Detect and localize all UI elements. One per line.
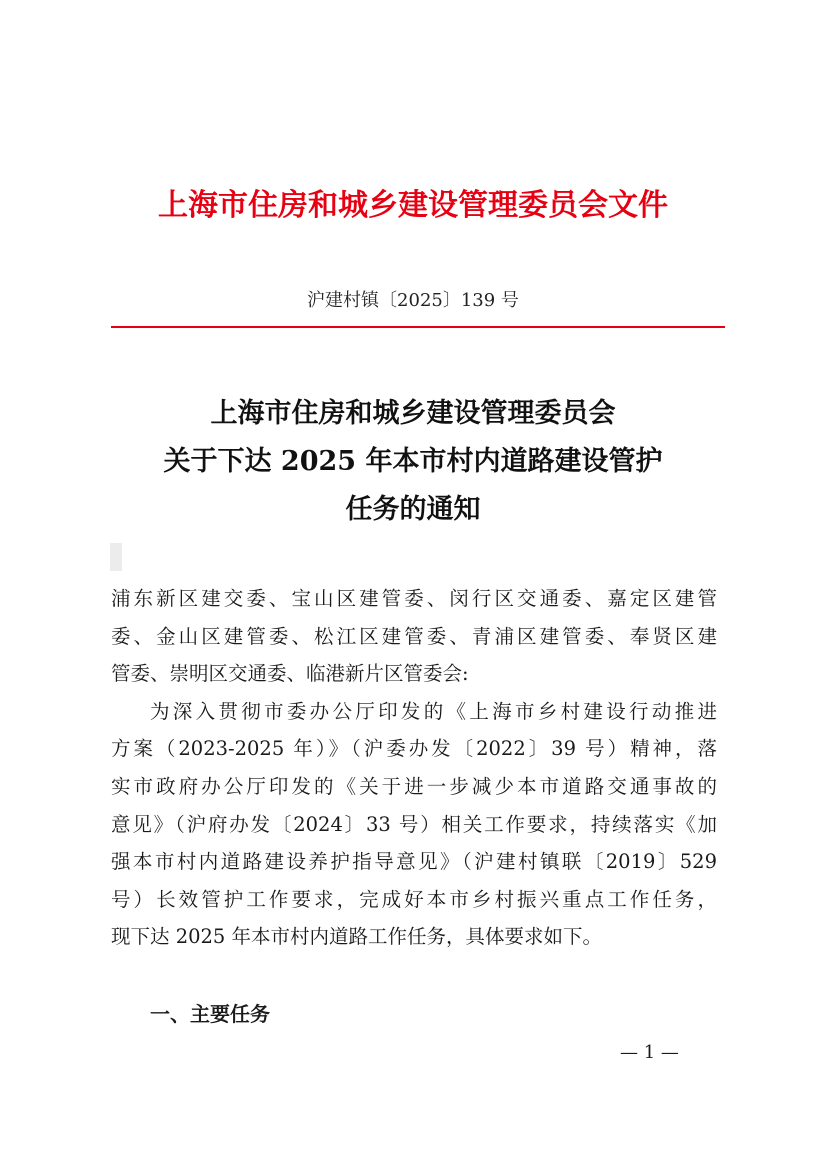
paragraph-line-2: 方案（2023-2025 年）》（沪委办发〔2022〕39 号）精神，落 xyxy=(111,737,717,761)
addressee-line-2: 委、金山区建管委、松江区建管委、青浦区建管委、奉贤区建 xyxy=(111,624,717,648)
scan-artifact xyxy=(110,543,122,571)
paragraph-line-6: 号）长效管护工作要求，完成好本市乡村振兴重点工作任务， xyxy=(111,887,717,911)
body-text xyxy=(111,580,717,956)
document-number: 沪建村镇〔2025〕139 号 xyxy=(307,290,519,311)
addressee-line-1: 浦东新区建交委、宝山区建管委、闵行区交通委、嘉定区建管 xyxy=(111,587,717,610)
notice-title-line-3: 任务的通知 xyxy=(345,494,481,525)
notice-title-line-2: 关于下达 2025 年本市村内道路建设管护 xyxy=(163,446,663,477)
paragraph-line-1: 为深入贯彻市委办公厅印发的《上海市乡村建设行动推进 xyxy=(150,699,717,723)
page-number: — 1 — xyxy=(620,1042,679,1063)
document-header-title: 上海市住房和城乡建设管理委员会文件 xyxy=(158,188,668,223)
paragraph-line-3: 实市政府办公厅印发的《关于进一步减少本市道路交通事故的 xyxy=(111,774,717,798)
paragraph-line-7: 现下达 2025 年本市村内道路工作任务，具体要求如下。 xyxy=(111,925,603,949)
notice-title-line-1: 上海市住房和城乡建设管理委员会 xyxy=(210,398,616,429)
section-heading: 一、主要任务 xyxy=(150,1002,270,1026)
addressee-line-3: 管委、崇明区交通委、临港新片区管委会: xyxy=(111,662,469,686)
notice-title xyxy=(0,390,826,534)
paragraph-line-5: 强本市村内道路建设养护指导意见》（沪建村镇联〔2019〕529 xyxy=(111,850,717,874)
paragraph-line-4: 意见》（沪府办发〔2024〕33 号）相关工作要求，持续落实《加 xyxy=(111,812,717,836)
red-divider-line xyxy=(111,326,725,328)
